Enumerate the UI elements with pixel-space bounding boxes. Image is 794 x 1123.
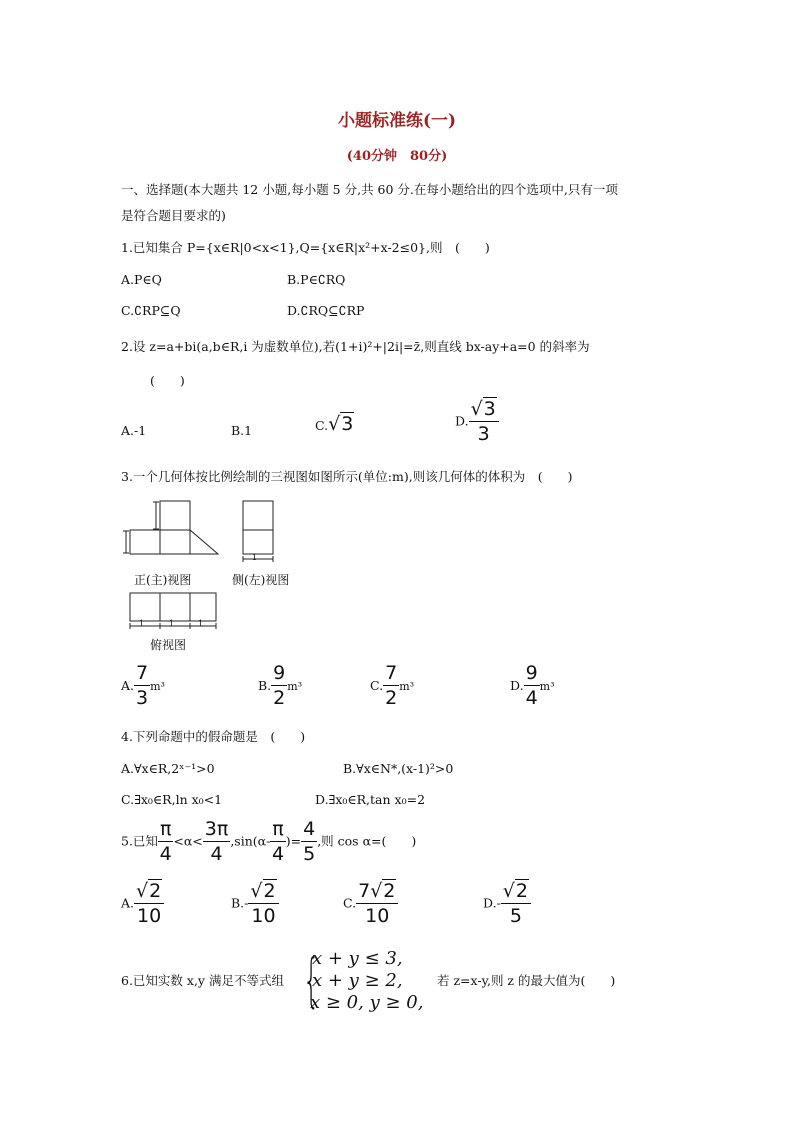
q5-option-b: [231, 880, 279, 927]
denominator: 10: [251, 905, 276, 927]
q2-option-a: A.-1: [121, 423, 147, 438]
sign: -: [496, 895, 501, 911]
q5-sin: ,sin(α-: [230, 833, 271, 849]
q5-stem: [121, 818, 416, 865]
q1-option-d: D.∁RQ⊆∁RP: [287, 303, 365, 318]
denominator: 2: [385, 687, 398, 709]
denominator: 4: [159, 843, 172, 865]
q5-option-a: [121, 880, 164, 927]
q1-stem: 1.已知集合 P={x∈R|0<x<1},Q={x∈R|x²+x-2≤0},则 ( ): [121, 240, 490, 255]
numerator: 4: [303, 818, 316, 840]
option-prefix: B.: [258, 678, 272, 693]
q2-option-d: [455, 398, 499, 445]
denominator: 4: [210, 843, 223, 865]
q4-option-a: A.∀x∈R,2ˣ⁻¹>0: [121, 761, 215, 776]
fraction: [270, 818, 285, 865]
fraction: [301, 818, 317, 865]
q2-option-c-radicand: 3: [341, 413, 354, 435]
unit: m³: [287, 680, 303, 693]
numerator: π: [272, 818, 284, 840]
top-dim-label-2: 1: [169, 619, 175, 628]
sqrt-symbol: √2: [136, 880, 162, 902]
unit: m³: [399, 680, 415, 693]
sign: -: [244, 895, 249, 911]
fraction: [158, 818, 173, 865]
q2-option-c: [315, 413, 354, 435]
numerator: 9: [525, 662, 538, 684]
unit: m³: [539, 680, 555, 693]
q5-eq: )=: [285, 833, 302, 849]
page-title: 小题标准练(一): [337, 111, 457, 131]
option-prefix: D.: [483, 895, 497, 911]
fraction: [356, 880, 398, 927]
numerator: 7: [136, 662, 149, 684]
numerator: 3π: [204, 818, 229, 840]
numerator: π: [159, 818, 172, 840]
q5-prefix: 5.已知: [121, 833, 158, 849]
q3-option-c: [370, 662, 414, 709]
side-view-drawing: [243, 501, 273, 562]
sqrt-symbol: √3: [328, 413, 354, 435]
fraction: [501, 880, 531, 927]
q1-option-b: B.P∈∁RQ: [287, 272, 346, 287]
radicand: 2: [383, 880, 396, 902]
denominator: 4: [525, 687, 538, 709]
sqrt-symbol: √3: [470, 398, 496, 420]
q4-option-b: B.∀x∈N*,(x-1)²>0: [343, 761, 454, 776]
numerator: 7: [385, 662, 398, 684]
option-prefix: D.: [510, 678, 524, 693]
q4-option-d: D.∃x₀∈R,tan x₀=2: [315, 792, 426, 807]
q1-option-c: C.∁RP⊆Q: [121, 303, 181, 318]
denominator: 10: [137, 905, 162, 927]
denominator: 2: [273, 687, 286, 709]
q6-prefix: 6.已知实数 x,y 满足不等式组: [121, 973, 284, 988]
page-subtitle: (40分钟 80分): [346, 149, 448, 164]
option-prefix: C.: [370, 678, 384, 693]
section-heading-line2: 是符合题目要求的): [121, 208, 226, 223]
q3-option-b: [258, 662, 302, 709]
side-dim-label: 1: [252, 553, 258, 562]
q6-tail: 若 z=x-y,则 z 的最大值为( ): [437, 973, 616, 988]
denominator: 5: [303, 843, 316, 865]
denominator: 5: [509, 905, 522, 927]
q3-stem: 3.一个几何体按比例绘制的三视图如图所示(单位:m),则该几何体的体积为 ( ): [121, 469, 573, 484]
radicand: 2: [263, 880, 276, 902]
q2-option-d-radicand: 3: [483, 398, 496, 420]
q2-answer-paren: ( ): [150, 373, 185, 388]
q2-option-c-prefix: C.: [315, 418, 329, 433]
option-prefix: A.: [121, 678, 135, 693]
top-dim-label-1: 1: [139, 619, 145, 628]
q5-alpha-ineq: <α<: [173, 833, 203, 849]
q2-option-d-denominator: 3: [477, 423, 490, 445]
q5-option-c: [343, 880, 398, 927]
fraction: [134, 662, 150, 709]
sqrt-symbol: √2: [502, 880, 528, 902]
denominator: 3: [136, 687, 149, 709]
front-view-drawing: [123, 501, 218, 554]
q4-option-c: C.∃x₀∈R,ln x₀<1: [121, 792, 223, 807]
radicand: 2: [515, 880, 528, 902]
fraction: [469, 398, 499, 445]
q6-ineq-3: x ≥ 0, y ≥ 0,: [310, 992, 424, 1013]
front-view-label: 正(主)视图: [134, 573, 192, 587]
q2-option-b: B.1: [231, 423, 253, 438]
fraction: [248, 880, 278, 927]
fraction: [524, 662, 540, 709]
option-prefix: B.: [231, 895, 245, 911]
denominator: 4: [271, 843, 285, 865]
q2-option-d-prefix: D.: [455, 413, 469, 429]
q4-stem: 4.下列命题中的假命题是 ( ): [121, 729, 306, 744]
coefficient: 7: [358, 880, 371, 902]
unit: m³: [150, 680, 165, 693]
q1-option-a: A.P∈Q: [121, 272, 162, 287]
fraction: [271, 662, 287, 709]
top-view-label: 俯视图: [150, 638, 187, 652]
q5-tail: ,则 cos α=( ): [317, 833, 417, 849]
q6-ineq-1: x + y ≤ 3,: [312, 948, 403, 969]
fraction: [383, 662, 399, 709]
q6-ineq-2: x + y ≥ 2,: [312, 970, 403, 991]
q2-stem: 2.设 z=a+bi(a,b∈R,i 为虚数单位),若(1+i)²+|2i|=z̄,则直线 bx-ay+a=0 的斜率为: [121, 339, 590, 354]
q5-option-d: [483, 880, 531, 927]
side-view-label: 侧(左)视图: [232, 573, 290, 587]
option-prefix: A.: [121, 895, 135, 911]
section-heading-line1: 一、选择题(本大题共 12 小题,每小题 5 分,共 60 分.在每小题给出的四个选项中,只有一项: [121, 182, 618, 197]
sqrt-symbol: √2: [370, 880, 396, 902]
fraction: [203, 818, 231, 865]
radicand: 2: [149, 880, 162, 902]
sqrt-symbol: √2: [250, 880, 276, 902]
brace-icon: {: [303, 946, 320, 1014]
fraction: [134, 880, 164, 927]
q3-option-d: [510, 662, 555, 709]
numerator: 9: [273, 662, 286, 684]
q3-option-a: [121, 662, 165, 709]
option-prefix: C.: [343, 895, 357, 911]
top-dim-label-3: 1: [198, 619, 204, 628]
denominator: 10: [365, 905, 390, 927]
